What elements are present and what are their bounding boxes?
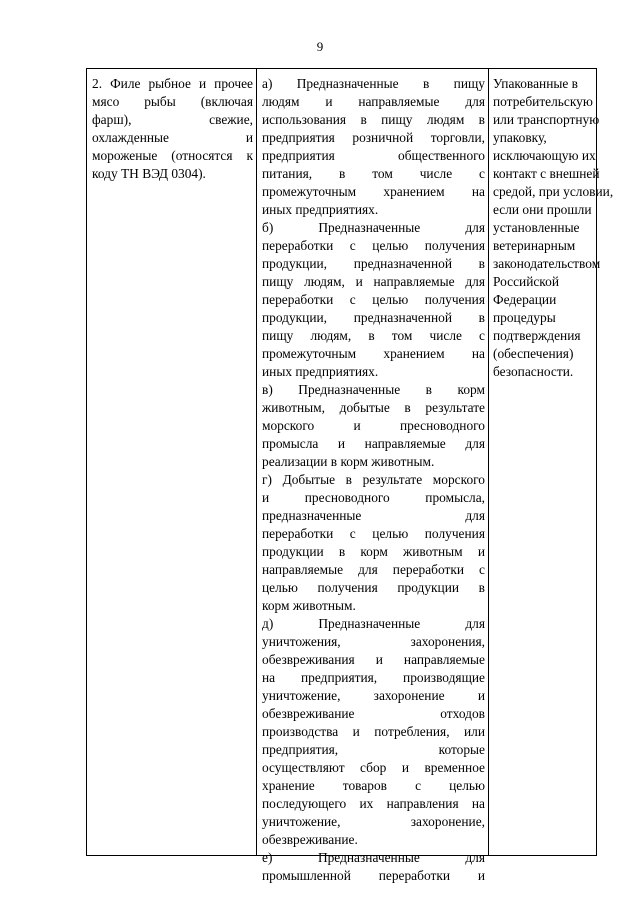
purpose-line: осуществляют сбор и временное: [262, 760, 485, 775]
condition-line: безопасности.: [493, 364, 574, 379]
purpose-line: а) Предназначенные в пищу: [262, 76, 485, 91]
condition-line: законодательством: [493, 256, 601, 271]
purpose-line: людям и направляемые для: [262, 94, 485, 109]
purpose-line: переработки с целью получения: [262, 292, 485, 307]
purpose-line: промежуточным хранением на: [262, 346, 485, 361]
purpose-line: г) Добытые в результате морского: [262, 472, 485, 487]
product-cell: [87, 69, 257, 855]
product-line: фарш), свежие,: [92, 112, 253, 127]
purpose-line: иных предприятиях.: [262, 364, 379, 379]
purpose-line: предназначенные для: [262, 508, 485, 523]
product-line: мороженые (относятся к: [92, 148, 253, 163]
condition-line: если они прошли: [493, 202, 592, 217]
purpose-line: реализации в корм животным.: [262, 454, 435, 469]
purpose-line: продукции, предназначенной в: [262, 256, 485, 271]
product-line: охлажденные и: [92, 130, 253, 145]
regulation-table: [86, 68, 614, 883]
condition-line: Федерации: [493, 292, 557, 307]
purpose-line: б) Предназначенные для: [262, 220, 485, 235]
condition-line: упаковку,: [493, 130, 547, 145]
condition-line: потребительскую: [493, 94, 593, 109]
purpose-line: на предприятия, производящие: [262, 670, 485, 685]
purpose-line: корм животным.: [262, 598, 356, 613]
purpose-line: предприятия розничной торговли,: [262, 130, 485, 145]
condition-line: или транспортную: [493, 112, 600, 127]
condition-line: ветеринарным: [493, 238, 576, 253]
condition-line: Российской: [493, 274, 559, 289]
purpose-line: целью получения продукции в: [262, 580, 485, 595]
purpose-line: уничтожение, захоронение и: [262, 688, 485, 703]
purpose-line: морского и пресноводного: [262, 418, 485, 433]
purpose-line: предприятия общественного: [262, 148, 485, 163]
purpose-line: питания, в том числе с: [262, 166, 485, 181]
purpose-line: иных предприятиях.: [262, 202, 379, 217]
condition-line: исключающую их: [493, 148, 596, 163]
purpose-line: продукции, предназначенной в: [262, 310, 485, 325]
purpose-line: переработки с целью получения: [262, 238, 485, 253]
purpose-line: промышленной переработки и: [262, 868, 485, 883]
purpose-line: предприятия, которые: [262, 742, 485, 757]
purpose-line: направляемые для переработки с: [262, 562, 485, 577]
purpose-line: в) Предназначенные в корм: [262, 382, 485, 397]
purpose-line: пищу людям, в том числе с: [262, 328, 485, 343]
purpose-line: промежуточным хранением на: [262, 184, 485, 199]
product-line: коду ТН ВЭД 0304).: [92, 166, 206, 181]
purpose-line: производства и потребления, или: [262, 724, 485, 739]
purpose-line: использования в пищу людям в: [262, 112, 485, 127]
product-line: мясо рыбы (включая: [92, 94, 253, 109]
purpose-line: пищу людям, и направляемые для: [262, 274, 485, 289]
condition-line: средой, при условии,: [493, 184, 614, 199]
purpose-line: е) Предназначенные для: [262, 850, 485, 865]
purpose-line: обезвреживание отходов: [262, 706, 485, 721]
purpose-line: промысла и направляемые для: [262, 436, 485, 451]
condition-line: подтверждения: [493, 328, 581, 343]
product-line: 2. Филе рыбное и прочее: [92, 76, 253, 91]
purpose-line: продукции в корм животным и: [262, 544, 485, 559]
purpose-line: обезвреживания и направляемые: [262, 652, 485, 667]
purpose-line: д) Предназначенные для: [262, 616, 485, 631]
condition-line: (обеспечения): [493, 346, 574, 361]
condition-line: Упакованные в: [493, 76, 578, 91]
purpose-line: обезвреживание.: [262, 832, 358, 847]
purpose-line: уничтожения, захоронения,: [262, 634, 485, 649]
purpose-line: и пресноводного промысла,: [262, 490, 485, 505]
condition-cell: [489, 69, 614, 855]
purpose-line: животным, добытые в результате: [262, 400, 485, 415]
page-number: 9: [316, 39, 324, 54]
purpose-line: последующего их направления на: [262, 796, 485, 811]
purpose-line: хранение товаров с целью: [262, 778, 485, 793]
condition-line: процедуры: [493, 310, 556, 325]
purpose-cell: [257, 69, 489, 883]
purpose-line: уничтожение, захоронение,: [262, 814, 485, 829]
condition-line: контакт с внешней: [493, 166, 600, 181]
purpose-line: переработки с целью получения: [262, 526, 485, 541]
condition-line: установленные: [493, 220, 580, 235]
